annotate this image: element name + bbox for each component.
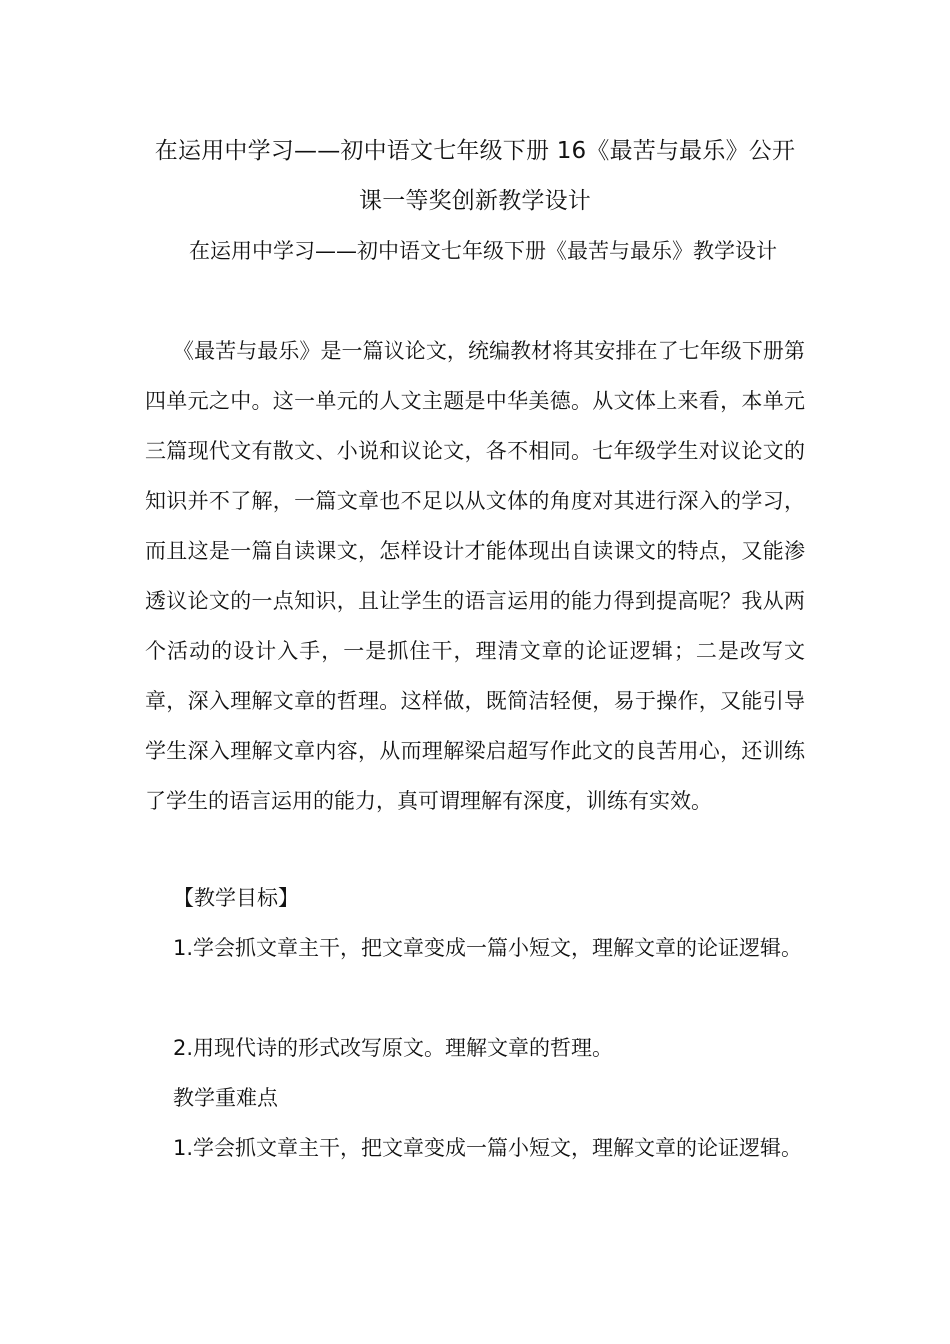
document-title: 在运用中学习——初中语文七年级下册 16《最苦与最乐》公开课一等奖创新教学设计	[154, 138, 796, 214]
teaching-goal-1: 1.学会抓文章主干，把文章变成一篇小短文，理解文章的论证逻辑。	[173, 936, 803, 960]
teaching-goals-heading: 【教学目标】	[173, 886, 299, 910]
teaching-goal-2: 2.用现代诗的形式改写原文。理解文章的哲理。	[173, 1036, 614, 1060]
key-point-1: 1.学会抓文章主干，把文章变成一篇小短文，理解文章的论证逻辑。	[173, 1136, 803, 1160]
intro-paragraph: 《最苦与最乐》是一篇议论文，统编教材将其安排在了七年级下册第四单元之中。这一单元的人文主题是中华美德。从文体上来看，本单元三篇现代文有散文、小说和议论文，各不相同。七年级学生对议论文的知识并不了解，一篇文章也不足以从文体的角度对其进行深入的学习，而且这是一篇自读课文，怎样设计才能体现出自读课文的特点，又能渗透议论文的一点知识，且让学生的语言运用的能力得到提高呢？我从两个活动的设计入手，一是抓住干，理清文章的论证逻辑；二是改写文章，深入理解文章的哲理。这样做，既简洁轻便，易于操作，又能引导学生深入理解文章内容，从而理解梁启超写作此文的良苦用心，还训练了学生的语言运用的能力，真可谓理解有深度，训练有实效。	[145, 339, 805, 813]
key-points-heading: 教学重难点	[173, 1086, 278, 1110]
document-subtitle: 在运用中学习——初中语文七年级下册《最苦与最乐》教学设计	[189, 239, 777, 263]
